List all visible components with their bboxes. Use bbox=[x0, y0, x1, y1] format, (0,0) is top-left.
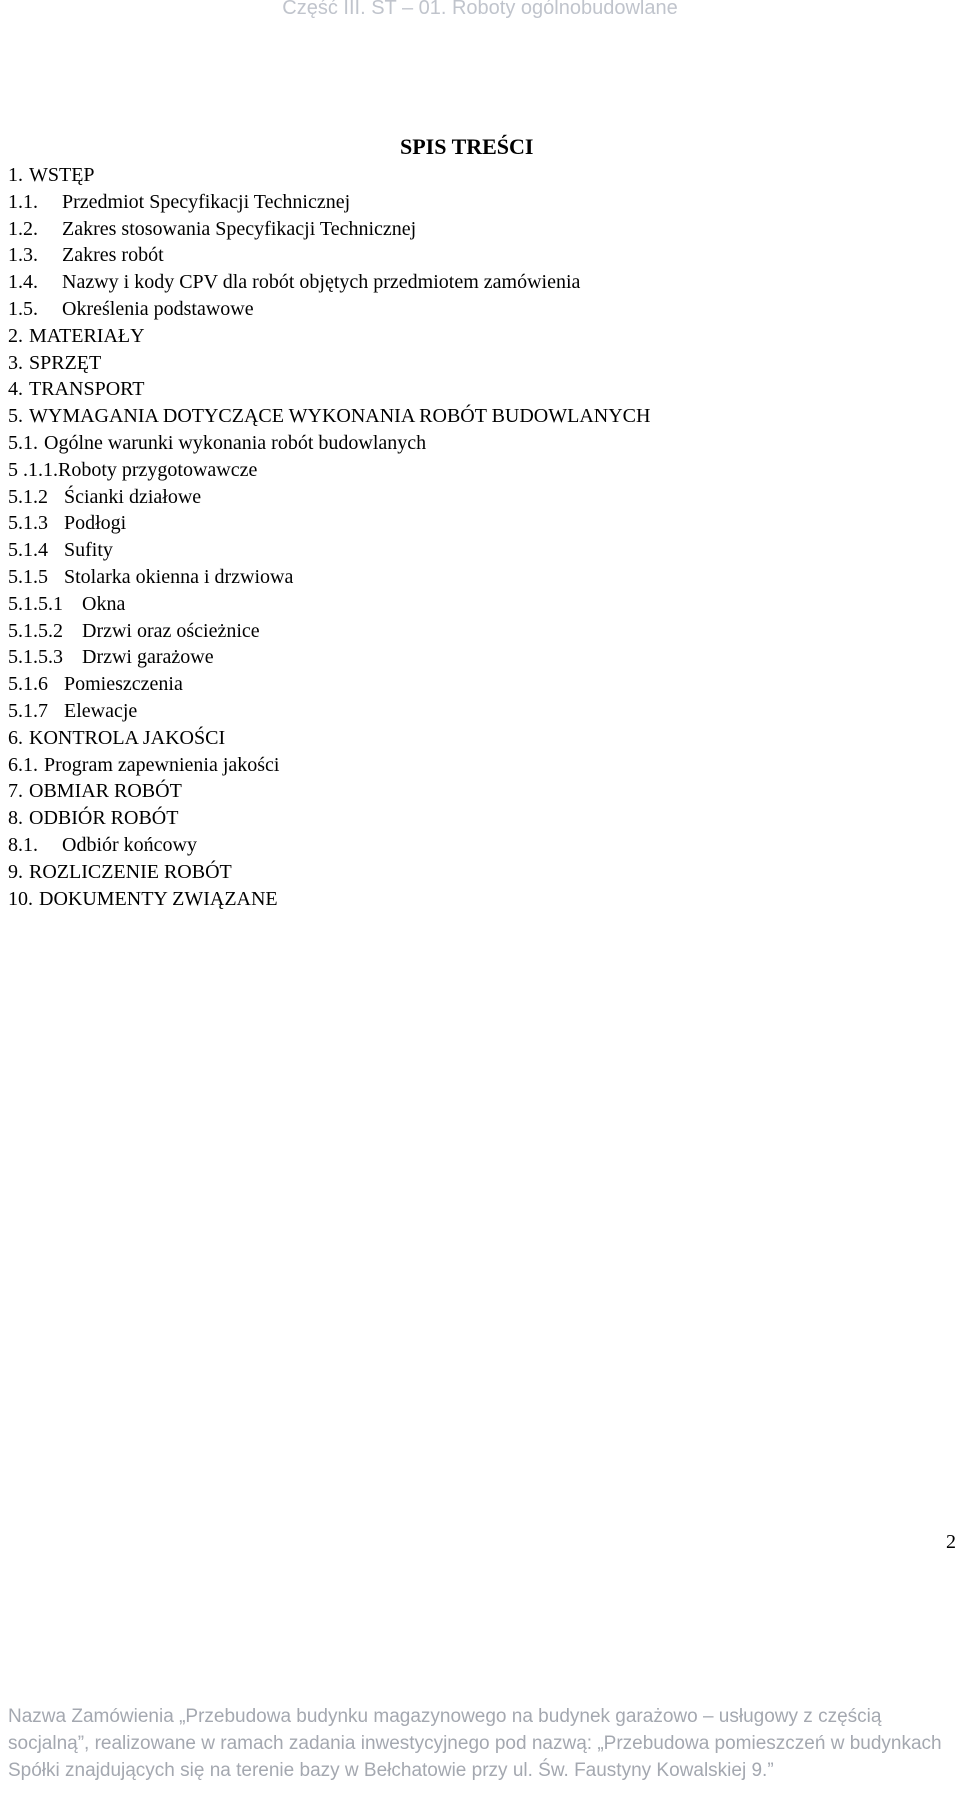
toc-item-text: ODBIÓR ROBÓT bbox=[29, 807, 179, 830]
toc-item bbox=[8, 216, 650, 243]
toc-item bbox=[8, 350, 650, 377]
toc-item-number: 5.1.5.1 bbox=[8, 592, 63, 615]
toc-item bbox=[8, 162, 650, 189]
toc-item-number: 1.4. bbox=[8, 271, 38, 294]
page-footer: Nazwa Zamówienia „Przebudowa budynku magazynowego na budynek garażowo – usługowy z częścią socjalną”, realizowane w ramach zadania inwestycyjnego pod nazwą: „Przebudowa pomieszczeń w budynkach Spółki znajdujących się na terenie bazy w Bełchatowie przy ul. Św. Faustyny Kowalskiej 9.” bbox=[8, 1706, 942, 1781]
toc-item-text: Podłogi bbox=[64, 512, 127, 535]
toc-item-text: TRANSPORT bbox=[29, 378, 145, 401]
toc-item-text: Odbiór końcowy bbox=[62, 833, 197, 856]
toc-item-number: 5 .1.1. bbox=[8, 458, 58, 481]
toc-item-number: 1.5. bbox=[8, 297, 38, 320]
toc-item-text: Elewacje bbox=[64, 699, 138, 722]
toc-item-number: 5.1.4 bbox=[8, 539, 48, 562]
toc-item bbox=[8, 859, 650, 886]
toc-item-number: 1. bbox=[8, 164, 23, 186]
toc-item-text: DOKUMENTY ZWIĄZANE bbox=[39, 887, 278, 910]
toc-item-text: WSTĘP bbox=[29, 164, 95, 186]
toc-item-number: 1.1. bbox=[8, 190, 38, 213]
toc-item bbox=[8, 376, 650, 403]
toc-item bbox=[8, 189, 650, 216]
toc-item-number: 3. bbox=[8, 351, 23, 374]
toc-item bbox=[8, 510, 650, 537]
toc-item bbox=[8, 832, 650, 859]
toc-item-number: 1.3. bbox=[8, 244, 38, 267]
table-of-contents bbox=[8, 162, 650, 912]
toc-item-number: 6. bbox=[8, 726, 23, 749]
toc-item-number: 8. bbox=[8, 807, 23, 830]
toc-item bbox=[8, 296, 650, 323]
toc-item bbox=[8, 644, 650, 671]
toc-item-number: 5.1.3 bbox=[8, 512, 48, 535]
toc-item bbox=[8, 457, 650, 484]
toc-item-text: OBMIAR ROBÓT bbox=[29, 780, 182, 803]
toc-item bbox=[8, 698, 650, 725]
toc-item-text: Zakres robót bbox=[62, 244, 164, 267]
toc-item bbox=[8, 242, 650, 269]
toc-item-text: WYMAGANIA DOTYCZĄCE WYKONANIA ROBÓT BUDOWLANYCH bbox=[29, 405, 651, 428]
toc-item-text: Ścianki działowe bbox=[64, 485, 202, 508]
toc-item bbox=[8, 886, 650, 913]
toc-item-text: Zakres stosowania Specyfikacji Technicznej bbox=[62, 217, 417, 240]
toc-item bbox=[8, 618, 650, 645]
toc-item-text: SPRZĘT bbox=[29, 351, 102, 374]
page-header: Część III. ST – 01. Roboty ogólnobudowlane bbox=[282, 0, 678, 19]
toc-item-text: Ogólne warunki wykonania robót budowlanych bbox=[44, 431, 427, 454]
toc-item-text: Pomieszczenia bbox=[64, 673, 183, 696]
toc-item bbox=[8, 484, 650, 511]
toc-item-number: 6.1. bbox=[8, 753, 38, 776]
toc-item-text: Okna bbox=[82, 592, 126, 615]
toc-item-number: 4. bbox=[8, 378, 23, 401]
toc-item bbox=[8, 778, 650, 805]
toc-item bbox=[8, 752, 650, 779]
toc-item-text: Sufity bbox=[64, 539, 113, 562]
toc-item-text: Stolarka okienna i drzwiowa bbox=[64, 565, 294, 588]
toc-item-number: 10. bbox=[8, 887, 33, 910]
toc-item-number: 1.2. bbox=[8, 217, 38, 240]
toc-item bbox=[8, 805, 650, 832]
toc-item bbox=[8, 430, 650, 457]
page-number: 2 bbox=[946, 1531, 956, 1553]
toc-item bbox=[8, 403, 650, 430]
toc-item bbox=[8, 564, 650, 591]
toc-item-number: 5.1.5 bbox=[8, 565, 48, 588]
toc-item-number: 8.1. bbox=[8, 833, 38, 856]
toc-item bbox=[8, 671, 650, 698]
toc-item-number: 7. bbox=[8, 780, 23, 803]
toc-item-number: 5.1.5.3 bbox=[8, 646, 63, 669]
toc-item-number: 5.1.7 bbox=[8, 699, 48, 722]
toc-item-text: Roboty przygotowawcze bbox=[58, 458, 258, 481]
toc-item-text: KONTROLA JAKOŚCI bbox=[29, 726, 226, 749]
toc-item-text: Drzwi garażowe bbox=[82, 646, 214, 669]
toc-item-number: 5.1.6 bbox=[8, 673, 48, 696]
toc-item bbox=[8, 537, 650, 564]
toc-item-number: 5.1. bbox=[8, 431, 38, 454]
toc-item-number: 5.1.2 bbox=[8, 485, 48, 508]
toc-item bbox=[8, 591, 650, 618]
toc-item-number: 5. bbox=[8, 405, 23, 428]
toc-item bbox=[8, 269, 650, 296]
toc-item-number: 2. bbox=[8, 324, 23, 347]
toc-item-text: Drzwi oraz ościeżnice bbox=[82, 619, 260, 642]
toc-item-text: ROZLICZENIE ROBÓT bbox=[29, 860, 232, 883]
toc-item bbox=[8, 323, 650, 350]
toc-item-text: Określenia podstawowe bbox=[62, 297, 254, 320]
toc-item-text: Nazwy i kody CPV dla robót objętych przedmiotem zamówienia bbox=[62, 271, 581, 294]
toc-item-text: MATERIAŁY bbox=[29, 324, 145, 347]
toc-item-text: Program zapewnienia jakości bbox=[44, 753, 280, 776]
toc-item-number: 9. bbox=[8, 860, 23, 883]
toc-item bbox=[8, 725, 650, 752]
toc-item-number: 5.1.5.2 bbox=[8, 619, 63, 642]
toc-item-text: Przedmiot Specyfikacji Technicznej bbox=[62, 190, 351, 213]
toc-title: SPIS TREŚCI bbox=[400, 134, 534, 159]
